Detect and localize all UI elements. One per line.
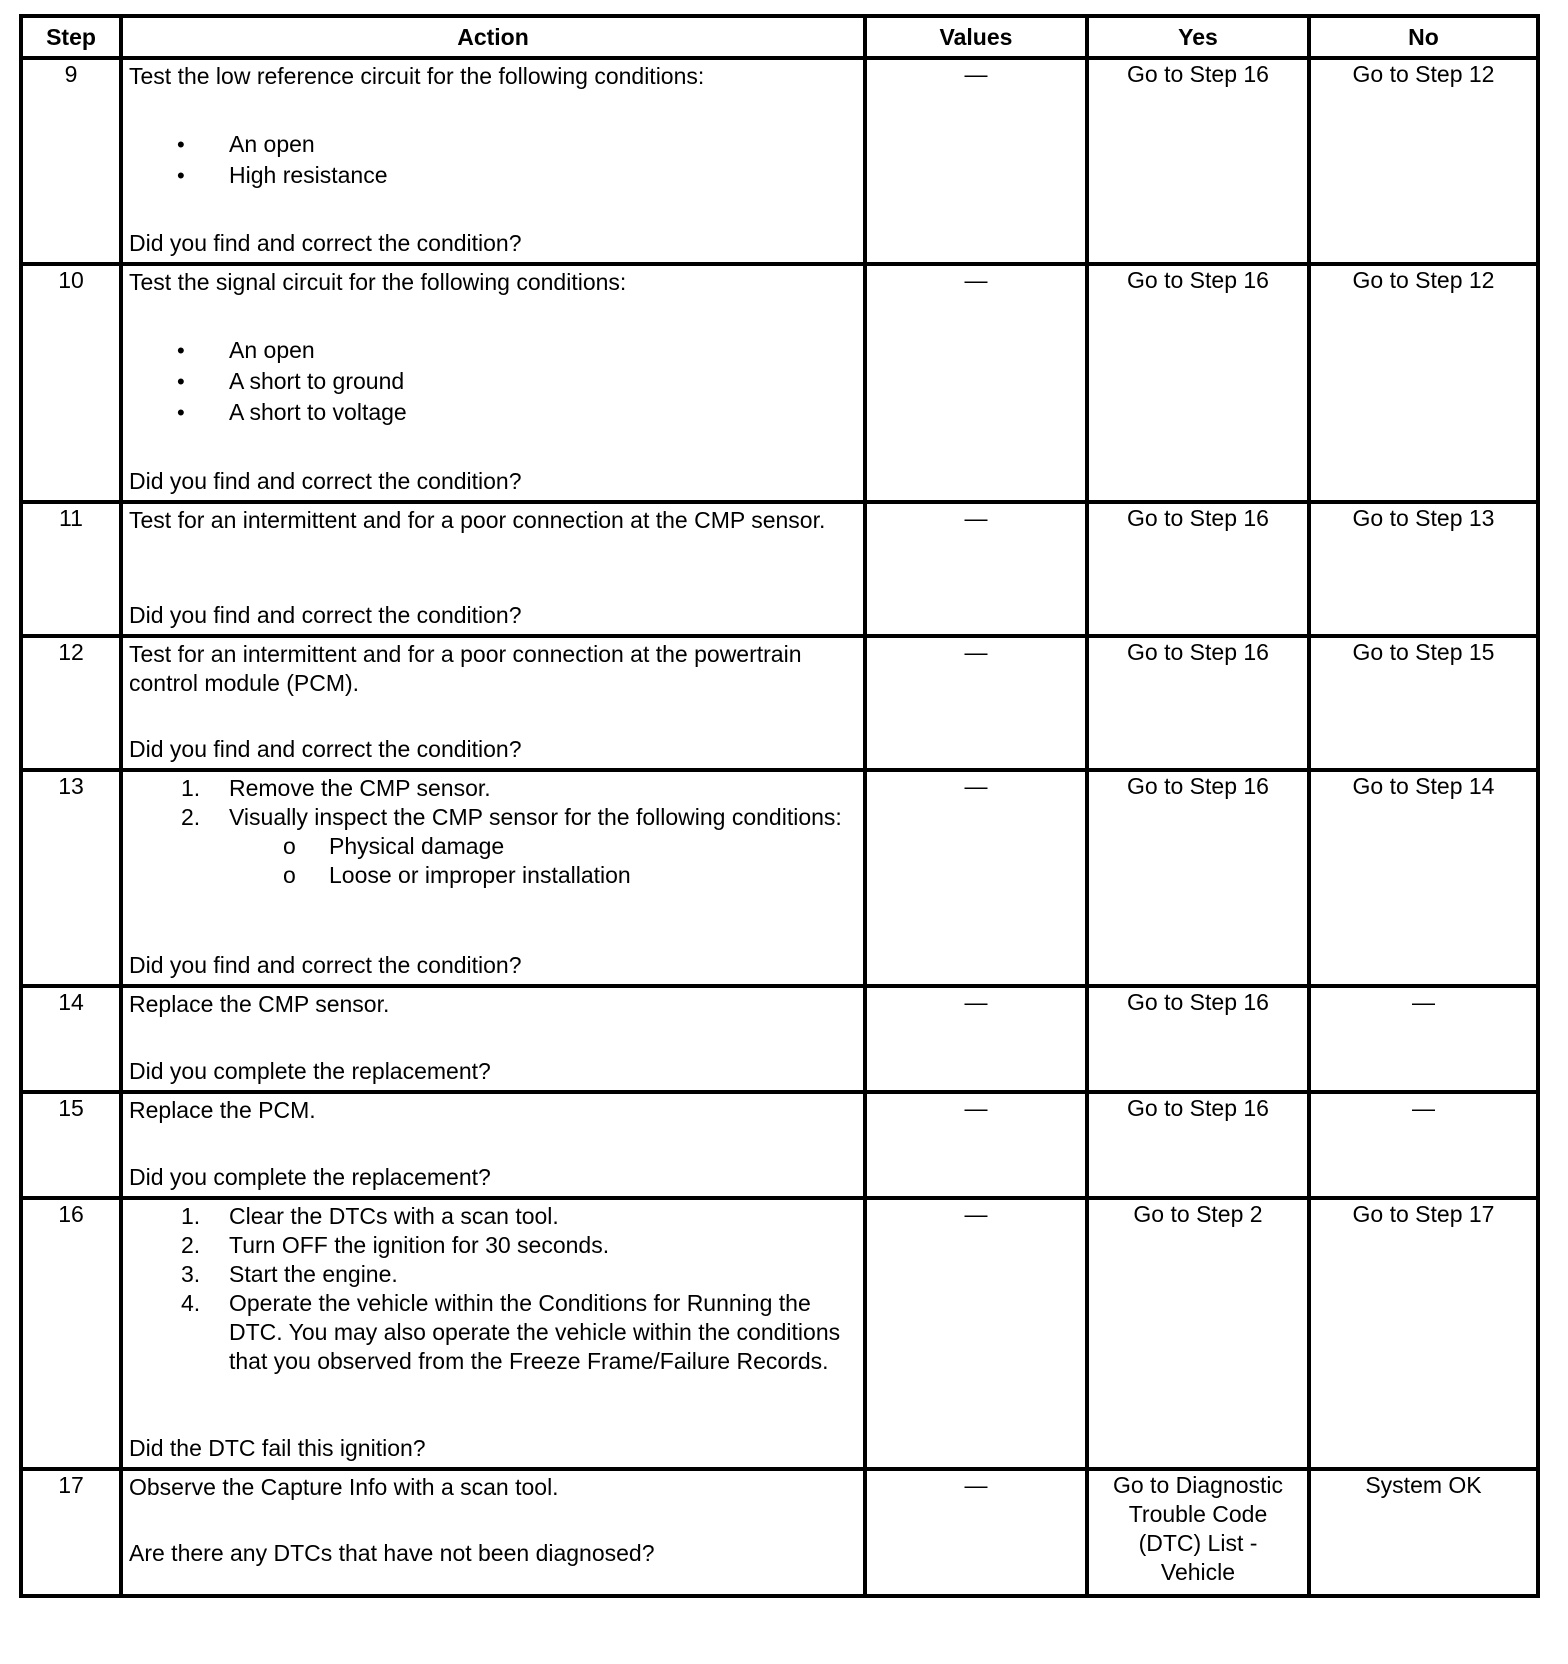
item-number: 4. [181,1290,201,1316]
action-intro: Test the signal circuit for the following conditions: [129,269,627,295]
step-number: 17 [21,1469,121,1596]
header-action: Action [121,16,865,58]
yes-cell [1087,1198,1309,1469]
no-link[interactable]: Go to Step 13 [1352,505,1495,531]
list-item [129,1202,857,1231]
action-question: Did you find and correct the condition? [129,736,522,762]
no-value: System OK [1365,1472,1482,1498]
action-question: Did you find and correct the condition? [129,602,522,628]
table-row [21,1198,1538,1469]
action-cell [121,636,865,770]
step-number: 11 [21,502,121,636]
yes-cell [1087,502,1309,636]
table-row [21,264,1538,502]
item-number: 2. [181,804,201,830]
yes-cell [1087,264,1309,502]
yes-link[interactable]: Go to Diagnostic Trouble Code (DTC) List - Vehicle [1112,1472,1284,1585]
yes-link[interactable]: Go to Step 16 [1127,505,1269,531]
no-link[interactable]: Go to Step 12 [1352,267,1495,293]
no-cell [1309,986,1538,1092]
table-row [21,58,1538,264]
step-number: 10 [21,264,121,502]
numbered-list [129,1202,857,1376]
yes-cell [1087,636,1309,770]
action-cell [121,770,865,986]
no-value: — [1412,1095,1435,1121]
no-cell [1309,770,1538,986]
action-intro: Replace the PCM. [129,1097,316,1123]
item-text: Visually inspect the CMP sensor for the following conditions: [229,804,842,830]
values-cell: — [865,1469,1087,1596]
action-intro: Test for an intermittent and for a poor connection at the powertrain control module (PCM). [129,641,802,696]
step-number: 14 [21,986,121,1092]
action-question: Did you find and correct the condition? [129,230,522,256]
no-link[interactable]: Go to Step 15 [1352,639,1495,665]
yes-link[interactable]: Go to Step 16 [1127,61,1269,87]
values-cell: — [865,770,1087,986]
condition-list [129,336,857,427]
step-number: 9 [21,58,121,264]
action-intro: Observe the Capture Info with a scan tool. [129,1474,559,1500]
header-row [21,16,1538,58]
yes-cell [1087,1092,1309,1198]
no-cell [1309,636,1538,770]
list-item: • A short to voltage [129,398,857,427]
yes-link[interactable]: Go to Step 16 [1127,267,1269,293]
list-item: • An open [129,336,857,365]
yes-cell [1087,770,1309,986]
list-item [129,774,857,803]
list-item [129,1289,857,1376]
no-value: — [1412,989,1435,1015]
yes-link[interactable]: Go to Step 2 [1133,1201,1263,1227]
yes-link[interactable]: Go to Step 16 [1127,1095,1269,1121]
values-cell: — [865,636,1087,770]
action-cell [121,502,865,636]
header-no: No [1309,16,1538,58]
no-link[interactable]: Go to Step 17 [1352,1201,1495,1227]
values-cell: — [865,1092,1087,1198]
no-cell [1309,1469,1538,1596]
no-link[interactable]: Go to Step 12 [1352,61,1495,87]
action-cell [121,986,865,1092]
no-cell [1309,1198,1538,1469]
table-row [21,986,1538,1092]
yes-link[interactable]: Go to Step 16 [1127,773,1269,799]
values-cell: — [865,502,1087,636]
header-yes: Yes [1087,16,1309,58]
values-cell: — [865,986,1087,1092]
action-intro: Replace the CMP sensor. [129,991,390,1017]
table-row [21,770,1538,986]
action-question: Did the DTC fail this ignition? [129,1435,426,1461]
item-text: Remove the CMP sensor. [229,775,491,801]
item-text: Turn OFF the ignition for 30 seconds. [229,1232,610,1258]
table-row [21,1469,1538,1596]
action-cell [121,1092,865,1198]
no-cell [1309,264,1538,502]
sub-list-item: o Loose or improper installation [229,861,857,890]
item-number: 3. [181,1261,201,1287]
item-number: 1. [181,775,201,801]
item-text: Clear the DTCs with a scan tool. [229,1203,559,1229]
action-cell [121,1469,865,1596]
numbered-list [129,774,857,890]
action-cell [121,1198,865,1469]
action-intro: Test for an intermittent and for a poor connection at the CMP sensor. [129,507,826,533]
step-number: 15 [21,1092,121,1198]
list-item [129,803,857,890]
item-number: 2. [181,1232,201,1258]
step-number: 13 [21,770,121,986]
item-text: Start the engine. [229,1261,398,1287]
action-cell [121,58,865,264]
item-text: Operate the vehicle within the Conditions for Running the DTC. You may also operate the vehicle within the conditions that you observed from the Freeze Frame/Failure Records. [229,1290,841,1374]
action-cell [121,264,865,502]
list-item [129,1260,857,1289]
table-row [21,636,1538,770]
no-cell [1309,1092,1538,1198]
list-item: • An open [129,130,857,159]
item-number: 1. [181,1203,201,1229]
step-number: 16 [21,1198,121,1469]
action-question: Did you find and correct the condition? [129,468,522,494]
diagnostic-table [19,14,1540,1598]
header-step: Step [21,16,121,58]
action-question: Did you complete the replacement? [129,1164,491,1190]
sub-list-item: o Physical damage [229,832,857,861]
yes-cell [1087,1469,1309,1596]
no-cell [1309,58,1538,264]
action-question: Did you complete the replacement? [129,1058,491,1084]
yes-cell [1087,58,1309,264]
step-number: 12 [21,636,121,770]
list-item: • High resistance [129,161,857,190]
header-values: Values [865,16,1087,58]
no-cell [1309,502,1538,636]
action-question: Did you find and correct the condition? [129,952,522,978]
list-item [129,1231,857,1260]
yes-link[interactable]: Go to Step 16 [1127,989,1269,1015]
values-cell: — [865,264,1087,502]
no-link[interactable]: Go to Step 14 [1352,773,1495,799]
action-question: Are there any DTCs that have not been diagnosed? [129,1540,655,1566]
yes-cell [1087,986,1309,1092]
values-cell: — [865,58,1087,264]
list-item: • A short to ground [129,367,857,396]
condition-list [129,130,857,190]
table-row [21,1092,1538,1198]
values-cell: — [865,1198,1087,1469]
sub-list [229,832,857,890]
action-intro: Test the low reference circuit for the following conditions: [129,63,705,89]
table-row [21,502,1538,636]
yes-link[interactable]: Go to Step 16 [1127,639,1269,665]
